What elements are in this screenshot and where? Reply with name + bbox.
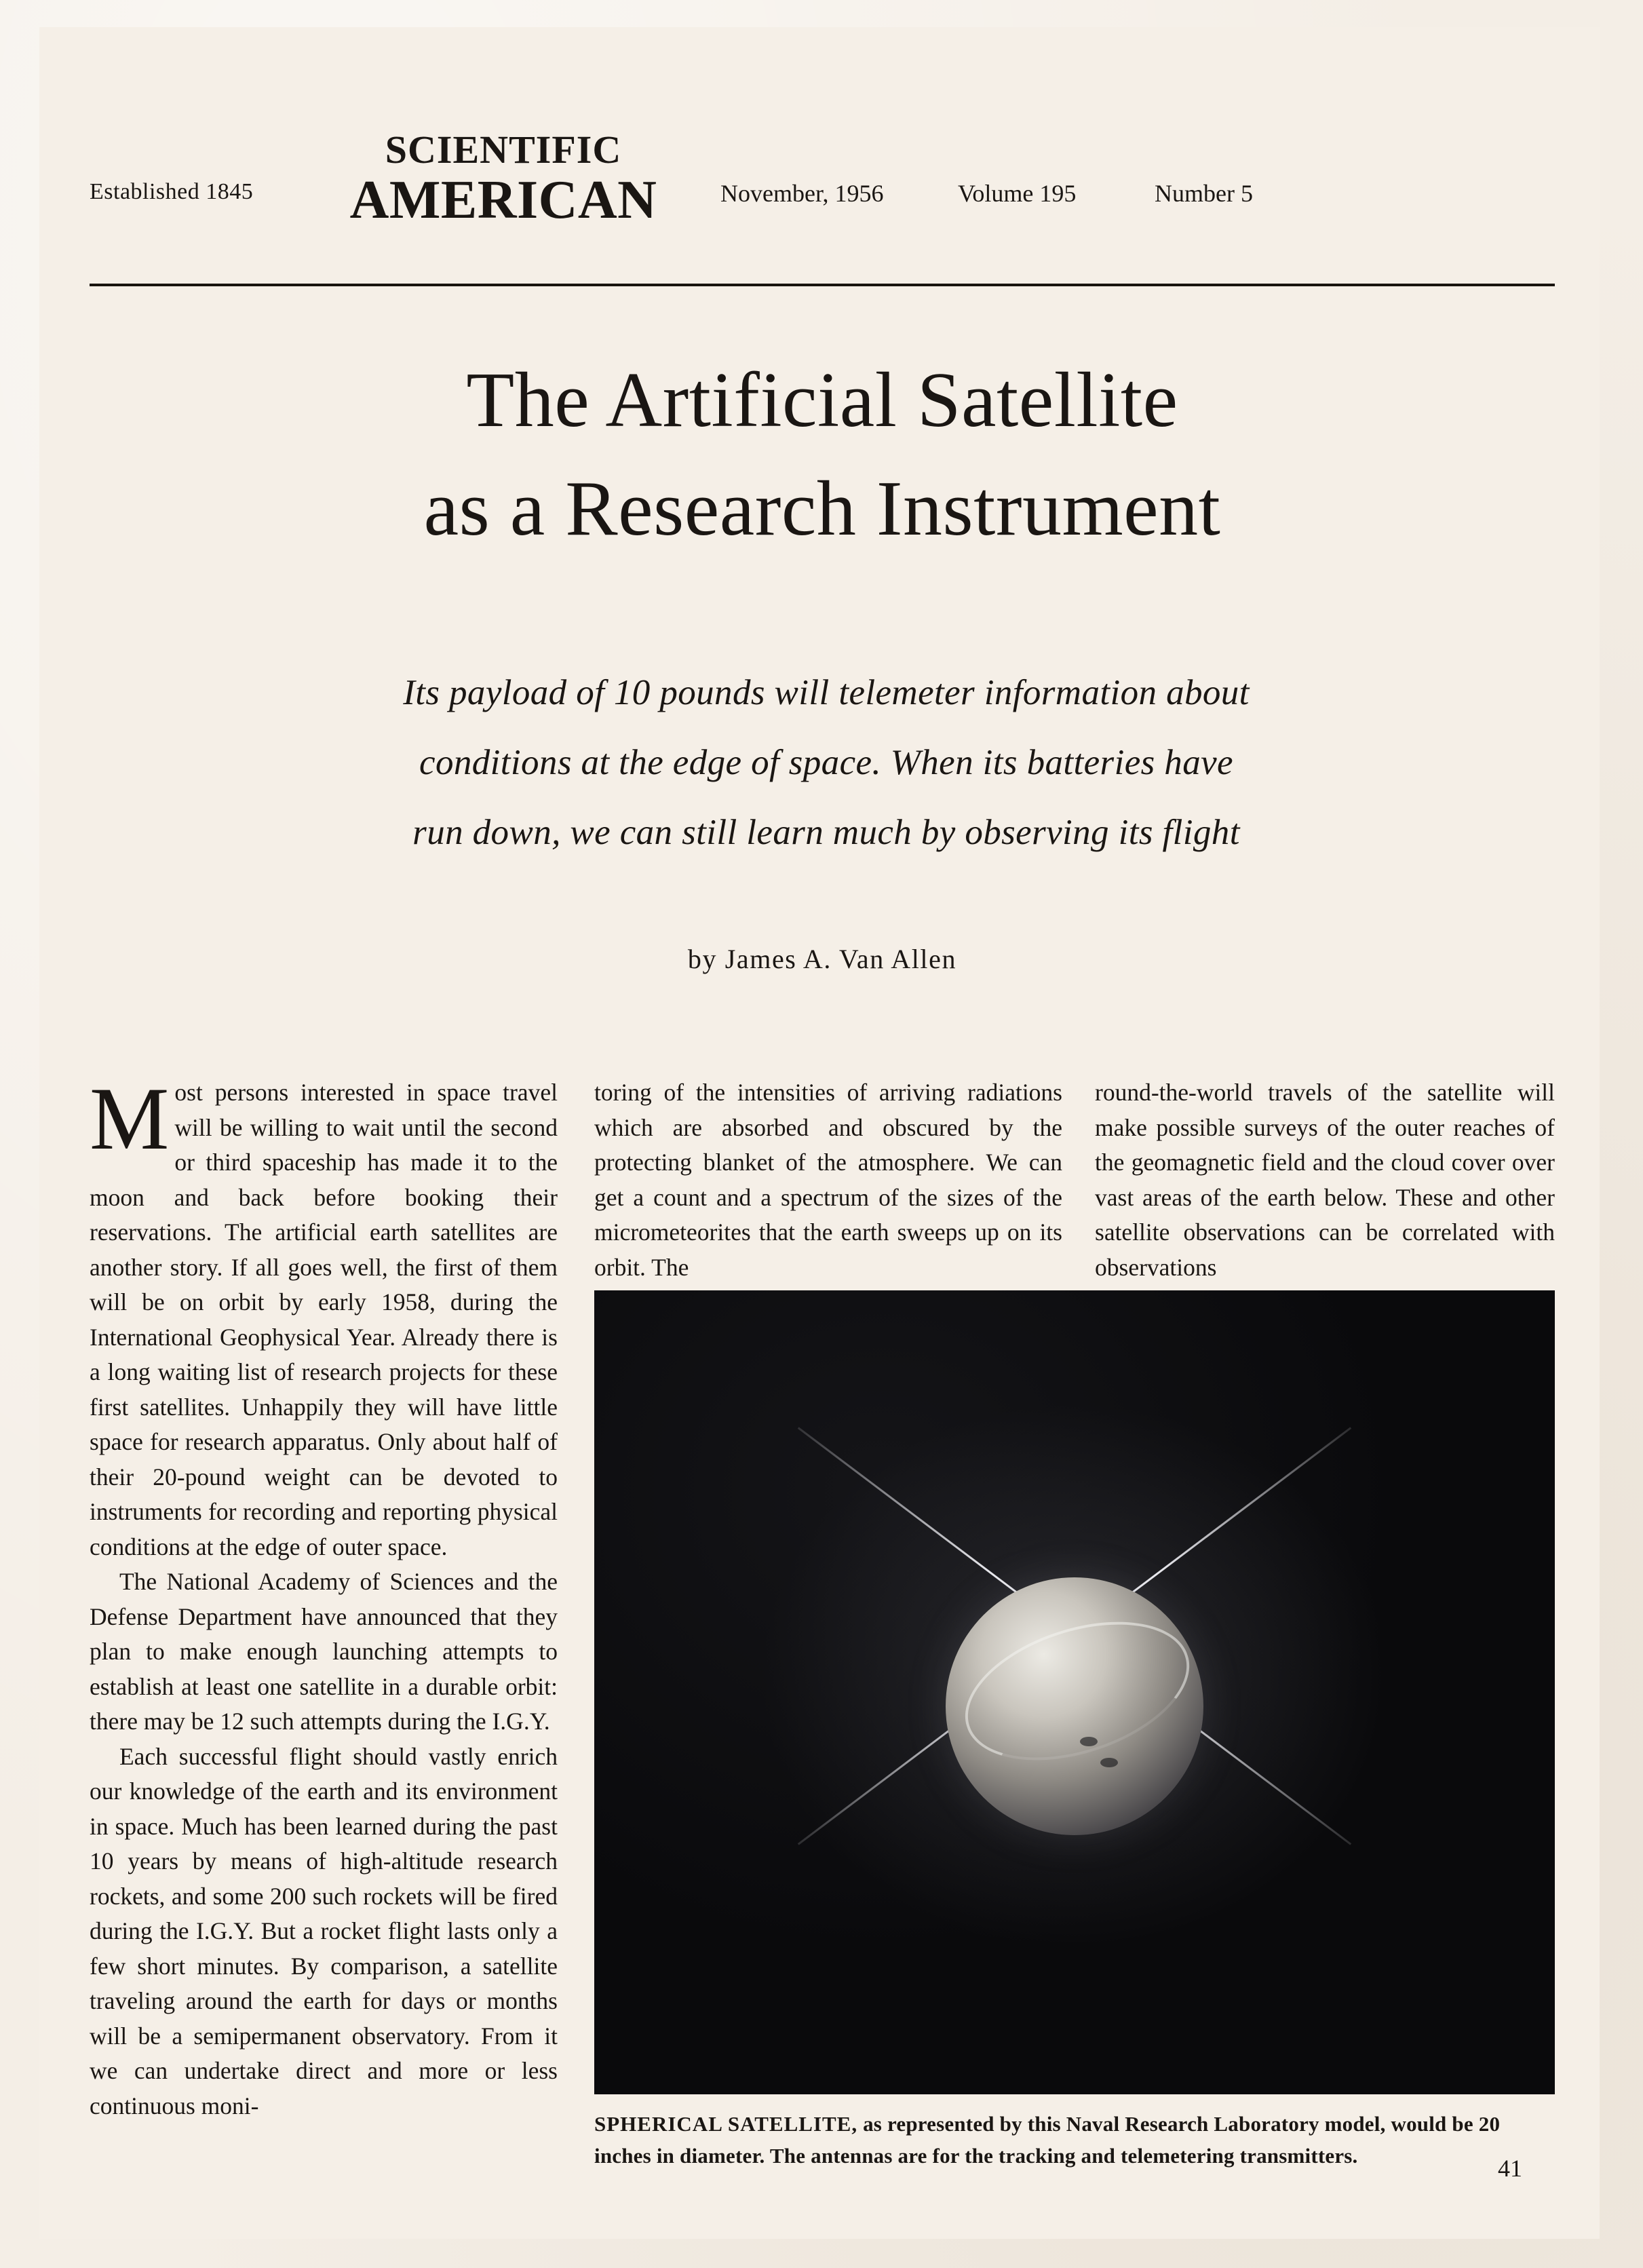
caption-lead: SPHERICAL SATELLITE,	[594, 2112, 858, 2136]
masthead-divider	[90, 284, 1555, 286]
paragraph-4: toring of the intensities of arriving radiations which are absorbed and obscured by the protecting blanket of the atmosphere. We can get a count and a spectrum of the sizes of the micrometeorites that the earth sweeps up on its orbit. The	[594, 1079, 1062, 1281]
body-column-2	[594, 1075, 1062, 1285]
magazine-page	[39, 27, 1600, 2239]
headline-line-2: as a Research Instrument	[423, 465, 1221, 552]
paragraph-1	[90, 1069, 558, 1564]
issue-date: November, 1956	[720, 180, 884, 207]
sphere-port	[1080, 1737, 1098, 1746]
issue-volume: Volume 195	[958, 180, 1077, 207]
headline-line-1: The Artificial Satellite	[466, 357, 1178, 444]
sphere-highlight-band	[948, 1596, 1207, 1786]
masthead	[90, 129, 1555, 237]
page-number: 41	[1498, 2155, 1522, 2182]
figure-caption	[594, 2108, 1555, 2172]
article-byline: by James A. Van Allen	[687, 944, 957, 974]
magazine-logo	[313, 129, 693, 228]
deck-line-2: conditions at the edge of space. When its batteries have	[419, 743, 1233, 782]
article-deck	[209, 658, 1444, 868]
article-headline	[90, 346, 1555, 563]
paragraph-1-text: ost persons interested in space travel will be willing to wait until the second or third spaceship has made it to the moon and back before booking their reservations. The artificial earth satellites are another story. If all goes well, the first of them will be on orbit by early 1958, during the International Geophysical Year. Already there is a long waiting list of research projects for these first satellites. Unhappily they will have little space for research apparatus. Only about half of their 20-pound weight can be devoted to instruments for recording and reporting physical conditions at the edge of outer space.	[90, 1079, 558, 1560]
logo-line-american: AMERICAN	[349, 170, 657, 230]
body-column-3	[1095, 1075, 1555, 1285]
drop-cap: M	[90, 1069, 170, 1168]
established-text: Established 1845	[90, 179, 254, 204]
body-column-1	[90, 1069, 558, 2123]
satellite-sphere-icon	[946, 1577, 1203, 1835]
paragraph-5: round-the-world travels of the satellite will make possible surveys of the outer reaches of the geomagnetic field and the cloud cover over vast areas of the earth below. These and other satellite observations can be correlated with observations	[1095, 1079, 1555, 1281]
paragraph-2: The National Academy of Sciences and the Defense Department have announced that they plan to make enough launching attempts to establish at least one satellite in a durable orbit: there may be 12 such attempts during the I.G.Y.	[90, 1568, 558, 1735]
logo-line-scientific: SCIENTIFIC	[385, 128, 622, 172]
caption-rest: as represented by this Naval Research Laboratory model, would be 20 inches in diameter. The antennas are for the tracking and telemetering transmitters.	[594, 2112, 1501, 2168]
paragraph-3: Each successful flight should vastly enrich our knowledge of the earth and its environment in space. Much has been learned during the past 10 years by means of high-altitude research rockets, and some 200 such rockets will be fired during the I.G.Y. But a rocket flight lasts only a few short minutes. By comparison, a satellite traveling around the earth for days or months will be a semipermanent observatory. From it we can undertake direct and more or less continuous moni-	[90, 1742, 558, 2119]
deck-line-1: Its payload of 10 pounds will telemeter information about	[403, 673, 1250, 712]
figure-satellite	[594, 1290, 1555, 2172]
sphere-port	[1100, 1758, 1118, 1767]
deck-line-3: run down, we can still learn much by observing its flight	[412, 813, 1240, 852]
satellite-photograph	[594, 1290, 1555, 2094]
issue-number: Number 5	[1155, 180, 1253, 207]
